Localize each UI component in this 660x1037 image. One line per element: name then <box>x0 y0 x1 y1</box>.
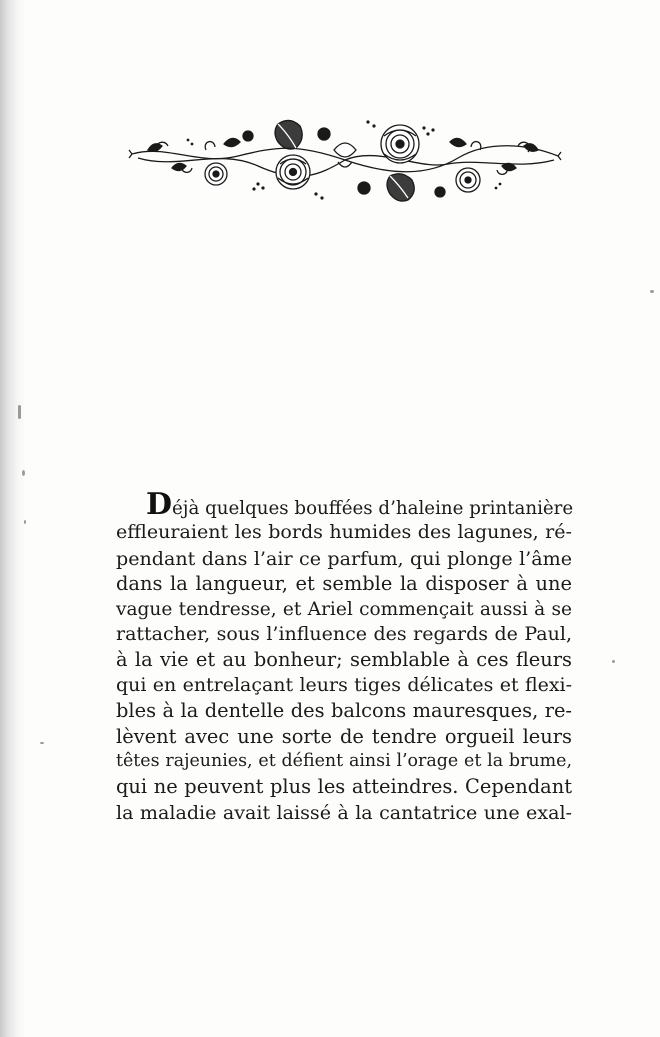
scan-speck <box>24 520 26 524</box>
binding-gutter-shadow <box>0 0 26 1037</box>
text-line-5: vague tendresse, et Ariel commençait aussi à se <box>116 598 572 620</box>
floral-vignette-icon <box>128 114 562 206</box>
text-line-7: à la vie et au bonheur; semblable à ces fleurs <box>116 648 572 672</box>
text-line-13: la maladie avait laissé à la cantatrice une exal- <box>116 800 572 824</box>
text-line-4: dans la langueur, et semble la disposer à une <box>116 572 572 596</box>
scan-speck <box>22 470 25 476</box>
scan-speck <box>650 290 654 293</box>
drop-cap: D <box>146 487 173 522</box>
text-line-10: lèvent avec une sorte de tendre orgueil leurs <box>116 724 572 748</box>
text-line-11: têtes rajeunies, et défient ainsi l’orage et la brume, <box>116 750 572 771</box>
text-line-2: effleuraient les bords humides des lagunes, ré- <box>116 521 572 544</box>
text-line-12: qui ne peuvent plus les atteindres. Cependant <box>116 775 572 799</box>
scan-speck <box>18 405 21 419</box>
body-paragraph <box>116 487 574 825</box>
text-line-3: pendant dans l’air ce parfum, qui plonge l’âme <box>116 546 572 570</box>
scan-speck <box>40 742 44 744</box>
scan-speck <box>612 660 615 663</box>
text-line-9: bles à la dentelle des balcons mauresques, re- <box>116 699 572 723</box>
text-line-content: éjà quelques bouffées d’haleine printanière <box>172 498 574 519</box>
text-line-8: qui en entrelaçant leurs tiges délicates et flexi- <box>116 673 572 696</box>
text-line-1 <box>116 487 574 522</box>
text-line-6: rattacher, sous l’influence des regards de Paul, <box>116 622 572 645</box>
